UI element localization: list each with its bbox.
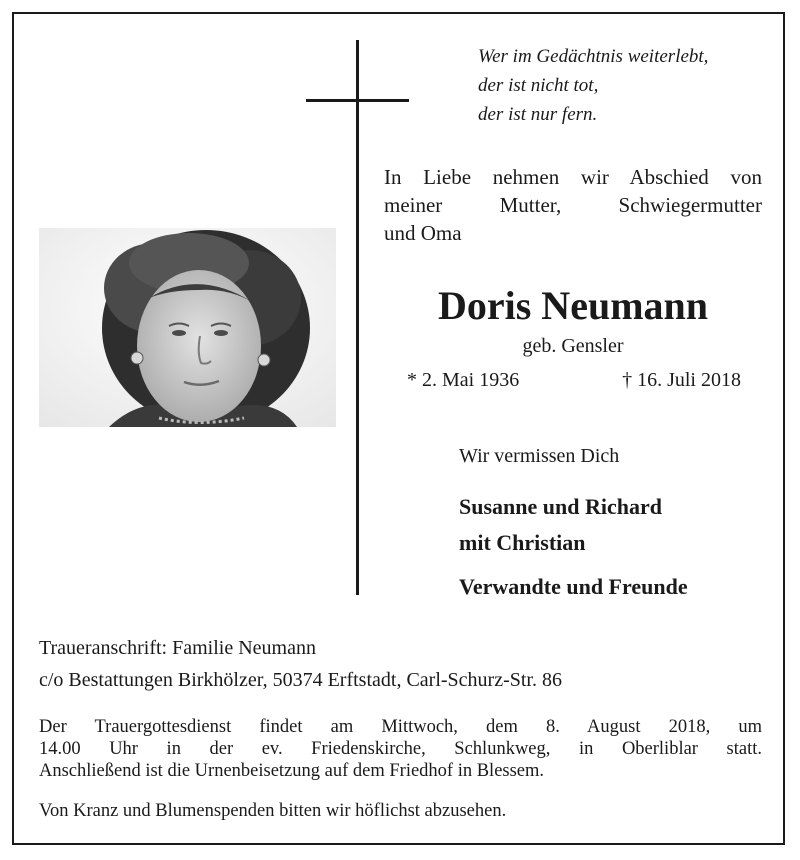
miss-you-text: Wir vermissen Dich <box>459 445 620 467</box>
deceased-name: Doris Neumann <box>437 283 709 328</box>
mourner-line: Verwandte und Freunde <box>459 574 688 599</box>
life-dates <box>407 367 741 393</box>
address-line: Traueranschrift: Familie Neumann <box>39 637 316 659</box>
poem-line: der ist nicht tot, <box>478 75 599 96</box>
intro-line: und Oma <box>384 221 462 245</box>
mourner-line: mit Christian <box>459 530 586 555</box>
portrait-image <box>39 228 336 427</box>
intro-line: meiner Mutter, Schwiegermutter <box>384 193 762 217</box>
birth-date: * 2. Mai 1936 <box>407 369 520 391</box>
portrait-photo <box>39 228 336 427</box>
mourners-list <box>459 489 688 605</box>
cross-icon <box>356 40 359 595</box>
mourning-address <box>39 632 562 696</box>
memorial-poem <box>478 42 708 129</box>
service-info <box>39 716 762 782</box>
service-line: Der Trauergottesdienst findet am Mittwoch, dem 8. August 2018, um <box>39 717 762 737</box>
service-line: Anschließend ist die Urnenbeisetzung auf dem Friedhof in Blessem. <box>39 761 545 781</box>
address-line: c/o Bestattungen Birkhölzer, 50374 Erftstadt, Carl-Schurz-Str. 86 <box>39 669 562 691</box>
death-date: † 16. Juli 2018 <box>622 369 741 391</box>
mourner-line: Susanne und Richard <box>459 494 662 519</box>
flower-request: Von Kranz und Blumenspenden bitten wir höflichst abzusehen. <box>39 801 507 821</box>
service-line: 14.00 Uhr in der ev. Friedenskirche, Schlunkweg, in Oberliblar statt. <box>39 739 762 759</box>
farewell-intro <box>384 163 762 247</box>
poem-line: der ist nur fern. <box>478 104 598 125</box>
birth-name: geb. Gensler <box>522 335 624 357</box>
intro-line: In Liebe nehmen wir Abschied von <box>384 165 762 189</box>
poem-line: Wer im Gedächtnis weiterlebt, <box>478 46 709 67</box>
cross-icon-bar <box>306 99 409 102</box>
